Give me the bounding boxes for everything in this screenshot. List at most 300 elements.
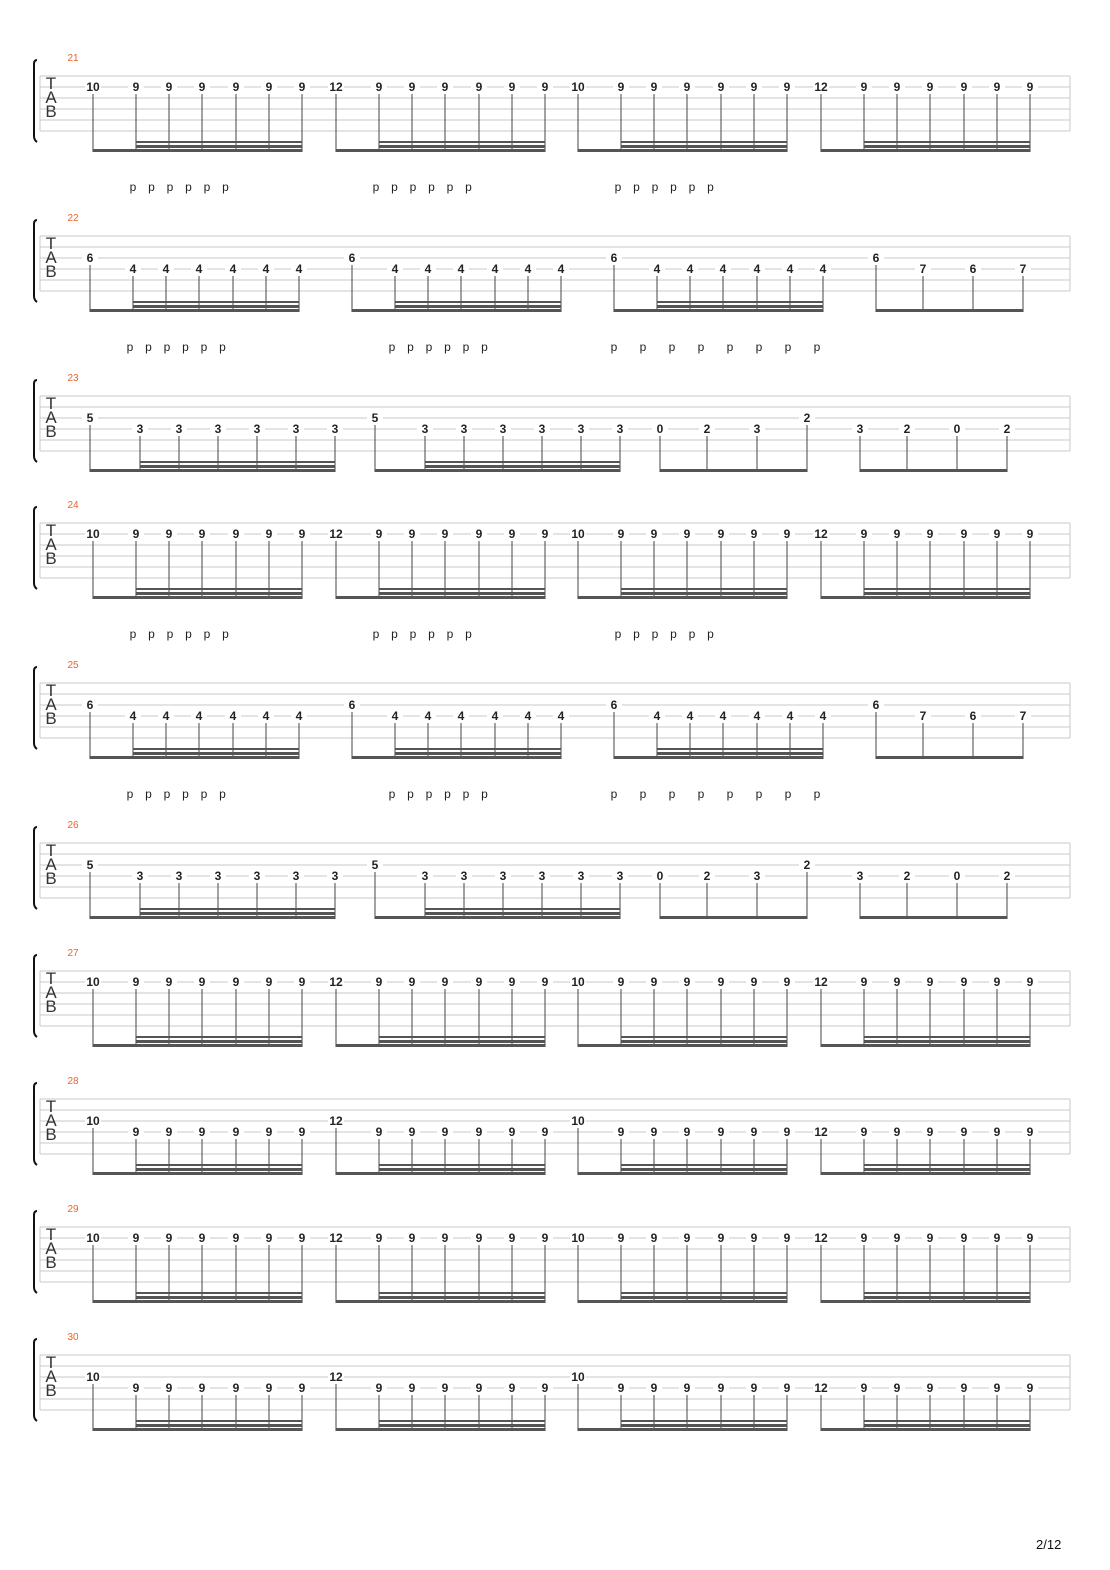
pick-marking: p bbox=[610, 340, 618, 354]
fret-number: 9 bbox=[860, 975, 868, 989]
fret-number: 0 bbox=[953, 869, 961, 883]
fret-number: 9 bbox=[408, 1231, 416, 1245]
pick-marking: p bbox=[166, 627, 174, 641]
system-bracket bbox=[34, 955, 37, 1037]
fret-number: 6 bbox=[610, 251, 618, 265]
fret-number: 9 bbox=[783, 1231, 791, 1245]
fret-number: 9 bbox=[298, 1125, 306, 1139]
pick-marking: p bbox=[697, 340, 705, 354]
beam-primary bbox=[93, 1044, 302, 1047]
fret-number: 9 bbox=[298, 1381, 306, 1395]
fret-number: 9 bbox=[750, 80, 758, 94]
fret-number: 9 bbox=[265, 1231, 273, 1245]
fret-number: 4 bbox=[557, 709, 565, 723]
tab-clef-letter: B bbox=[45, 102, 57, 121]
tab-clef-letter: T bbox=[45, 1097, 57, 1116]
fret-number: 9 bbox=[926, 1381, 934, 1395]
fret-number: 9 bbox=[408, 1125, 416, 1139]
beam-secondary bbox=[864, 1296, 1030, 1299]
pick-marking: p bbox=[444, 340, 451, 354]
fret-number: 2 bbox=[903, 422, 911, 436]
fret-number: 9 bbox=[893, 527, 901, 541]
fret-number: 3 bbox=[753, 869, 761, 883]
tab-clef-letter: T bbox=[45, 1353, 57, 1372]
fret-number: 12 bbox=[814, 1231, 828, 1245]
fret-number: 10 bbox=[571, 1114, 585, 1128]
fret-number: 9 bbox=[1026, 1381, 1034, 1395]
beam-secondary bbox=[864, 145, 1030, 148]
fret-number: 12 bbox=[329, 1231, 343, 1245]
fret-number: 6 bbox=[969, 262, 977, 276]
beam-primary bbox=[93, 1428, 302, 1431]
fret-number: 9 bbox=[375, 527, 383, 541]
fret-number: 3 bbox=[460, 869, 468, 883]
fret-number: 3 bbox=[292, 422, 300, 436]
fret-number: 9 bbox=[750, 527, 758, 541]
fret-number: 9 bbox=[860, 1125, 868, 1139]
fret-number: 9 bbox=[717, 975, 725, 989]
pick-marking: p bbox=[755, 340, 763, 354]
system-bracket bbox=[34, 60, 37, 142]
fret-number: 9 bbox=[408, 975, 416, 989]
fret-number: 9 bbox=[750, 1231, 758, 1245]
fret-number: 7 bbox=[1019, 262, 1027, 276]
beam-primary bbox=[90, 309, 299, 312]
beam-secondary bbox=[136, 1296, 302, 1299]
fret-number: 4 bbox=[162, 709, 170, 723]
fret-number: 5 bbox=[86, 858, 94, 872]
fret-number: 10 bbox=[571, 1370, 585, 1384]
beam-primary bbox=[336, 1428, 545, 1431]
beam-primary bbox=[93, 596, 302, 599]
fret-number: 9 bbox=[508, 1381, 516, 1395]
fret-number: 9 bbox=[198, 975, 206, 989]
fret-number: 9 bbox=[298, 527, 306, 541]
beam-tertiary bbox=[136, 1420, 302, 1422]
fret-number: 10 bbox=[86, 1231, 100, 1245]
pick-marking: p bbox=[707, 627, 714, 641]
pick-marking: p bbox=[388, 787, 396, 801]
fret-number: 9 bbox=[893, 80, 901, 94]
fret-number: 3 bbox=[499, 422, 507, 436]
fret-number: 4 bbox=[424, 262, 432, 276]
beam-secondary bbox=[379, 1168, 545, 1171]
fret-number: 9 bbox=[993, 80, 1001, 94]
tab-clef-letter: B bbox=[45, 1253, 57, 1272]
fret-number: 9 bbox=[717, 1125, 725, 1139]
pick-marking: p bbox=[145, 340, 152, 354]
system-bracket bbox=[34, 220, 37, 302]
fret-number: 2 bbox=[1003, 869, 1011, 883]
beam-secondary bbox=[864, 592, 1030, 595]
beam-primary bbox=[578, 1300, 787, 1303]
beam-primary bbox=[93, 149, 302, 152]
pick-marking: p bbox=[668, 340, 676, 354]
beam-secondary bbox=[864, 1424, 1030, 1427]
beam-tertiary bbox=[140, 461, 335, 463]
fret-number: 9 bbox=[617, 1381, 625, 1395]
tab-clef-letter: T bbox=[45, 234, 57, 253]
fret-number: 12 bbox=[329, 527, 343, 541]
fret-number: 0 bbox=[656, 422, 664, 436]
tab-clef-letter: A bbox=[45, 408, 57, 427]
fret-number: 9 bbox=[960, 1125, 968, 1139]
beam-primary bbox=[821, 596, 1030, 599]
fret-number: 9 bbox=[265, 80, 273, 94]
fret-number: 6 bbox=[86, 698, 94, 712]
beam-secondary bbox=[621, 592, 787, 595]
fret-number: 9 bbox=[960, 975, 968, 989]
fret-number: 5 bbox=[371, 411, 379, 425]
fret-number: 9 bbox=[1026, 527, 1034, 541]
beam-tertiary bbox=[133, 748, 299, 750]
pick-marking: p bbox=[185, 180, 192, 194]
fret-number: 5 bbox=[86, 411, 94, 425]
fret-number: 9 bbox=[408, 527, 416, 541]
fret-number: 4 bbox=[229, 262, 237, 276]
pick-marking: p bbox=[182, 787, 189, 801]
fret-number: 10 bbox=[86, 80, 100, 94]
fret-number: 4 bbox=[719, 262, 727, 276]
beam-primary bbox=[336, 1044, 545, 1047]
pick-marking: p bbox=[407, 340, 414, 354]
fret-number: 9 bbox=[683, 80, 691, 94]
beam-primary bbox=[614, 756, 823, 759]
fret-number: 9 bbox=[541, 1231, 549, 1245]
fret-number: 2 bbox=[703, 422, 711, 436]
fret-number: 9 bbox=[926, 1125, 934, 1139]
beam-secondary bbox=[621, 1424, 787, 1427]
fret-number: 4 bbox=[686, 709, 694, 723]
fret-number: 2 bbox=[903, 869, 911, 883]
beam-primary bbox=[660, 469, 807, 472]
fret-number: 3 bbox=[577, 869, 585, 883]
tab-clef-letter: B bbox=[45, 709, 57, 728]
pick-marking: p bbox=[372, 180, 380, 194]
pick-marking: p bbox=[784, 340, 792, 354]
pick-marking: p bbox=[148, 627, 155, 641]
beam-tertiary bbox=[425, 461, 620, 463]
beam-secondary bbox=[140, 465, 335, 468]
fret-number: 9 bbox=[165, 1381, 173, 1395]
beam-primary bbox=[876, 756, 1023, 759]
fret-number: 9 bbox=[860, 527, 868, 541]
beam-secondary bbox=[425, 465, 620, 468]
beam-secondary bbox=[136, 1040, 302, 1043]
fret-number: 9 bbox=[198, 1125, 206, 1139]
fret-number: 9 bbox=[541, 1125, 549, 1139]
pick-marking: p bbox=[726, 340, 734, 354]
fret-number: 10 bbox=[571, 1231, 585, 1245]
beam-tertiary bbox=[621, 141, 787, 143]
pick-marking: p bbox=[633, 627, 640, 641]
fret-number: 9 bbox=[926, 80, 934, 94]
fret-number: 9 bbox=[717, 1381, 725, 1395]
beam-tertiary bbox=[136, 1292, 302, 1294]
beam-tertiary bbox=[621, 1292, 787, 1294]
fret-number: 9 bbox=[650, 80, 658, 94]
fret-number: 3 bbox=[175, 869, 183, 883]
pick-marking: p bbox=[670, 627, 677, 641]
fret-number: 9 bbox=[717, 527, 725, 541]
fret-number: 2 bbox=[803, 411, 811, 425]
beam-tertiary bbox=[379, 1420, 545, 1422]
fret-number: 3 bbox=[856, 422, 864, 436]
fret-number: 9 bbox=[408, 80, 416, 94]
beam-secondary bbox=[379, 592, 545, 595]
pick-marking: p bbox=[126, 787, 134, 801]
pick-marking: p bbox=[446, 627, 454, 641]
fret-number: 9 bbox=[132, 1381, 140, 1395]
fret-number: 9 bbox=[993, 527, 1001, 541]
fret-number: 9 bbox=[232, 1381, 240, 1395]
fret-number: 9 bbox=[508, 1125, 516, 1139]
fret-number: 3 bbox=[331, 869, 339, 883]
beam-primary bbox=[821, 149, 1030, 152]
beam-tertiary bbox=[864, 141, 1030, 143]
fret-number: 3 bbox=[292, 869, 300, 883]
beam-tertiary bbox=[379, 141, 545, 143]
fret-number: 3 bbox=[214, 869, 222, 883]
fret-number: 12 bbox=[814, 527, 828, 541]
pick-marking: p bbox=[219, 787, 226, 801]
pick-marking: p bbox=[688, 627, 696, 641]
beam-tertiary bbox=[136, 1164, 302, 1166]
beam-tertiary bbox=[657, 748, 823, 750]
fret-number: 9 bbox=[375, 1381, 383, 1395]
fret-number: 0 bbox=[656, 869, 664, 883]
fret-number: 3 bbox=[214, 422, 222, 436]
fret-number: 5 bbox=[371, 858, 379, 872]
pick-marking: p bbox=[465, 627, 472, 641]
system-bracket bbox=[34, 380, 37, 462]
pick-marking: p bbox=[784, 787, 792, 801]
fret-number: 9 bbox=[375, 975, 383, 989]
fret-number: 9 bbox=[926, 975, 934, 989]
fret-number: 9 bbox=[650, 1381, 658, 1395]
pick-marking: p bbox=[200, 787, 208, 801]
fret-number: 9 bbox=[783, 1381, 791, 1395]
fret-number: 12 bbox=[329, 975, 343, 989]
fret-number: 6 bbox=[872, 251, 880, 265]
fret-number: 9 bbox=[783, 527, 791, 541]
pick-marking: p bbox=[428, 627, 435, 641]
beam-secondary bbox=[136, 592, 302, 595]
pick-marking: p bbox=[163, 340, 171, 354]
fret-number: 4 bbox=[491, 709, 499, 723]
fret-number: 4 bbox=[391, 262, 399, 276]
beam-primary bbox=[336, 1300, 545, 1303]
beam-primary bbox=[860, 469, 1007, 472]
beam-secondary bbox=[621, 145, 787, 148]
tab-clef-letter: A bbox=[45, 983, 57, 1002]
measure-number: 22 bbox=[67, 213, 79, 224]
fret-number: 9 bbox=[650, 1125, 658, 1139]
beam-secondary bbox=[136, 1168, 302, 1171]
pick-marking: p bbox=[697, 787, 705, 801]
fret-number: 9 bbox=[993, 1381, 1001, 1395]
beam-tertiary bbox=[864, 1164, 1030, 1166]
fret-number: 6 bbox=[348, 251, 356, 265]
fret-number: 9 bbox=[541, 975, 549, 989]
beam-primary bbox=[578, 1428, 787, 1431]
pick-marking: p bbox=[428, 180, 435, 194]
tab-clef-letter: T bbox=[45, 681, 57, 700]
pick-marking: p bbox=[409, 627, 417, 641]
pick-marking: p bbox=[481, 787, 488, 801]
beam-tertiary bbox=[379, 1164, 545, 1166]
beam-secondary bbox=[379, 1296, 545, 1299]
fret-number: 4 bbox=[391, 709, 399, 723]
fret-number: 9 bbox=[475, 975, 483, 989]
fret-number: 9 bbox=[441, 1381, 449, 1395]
beam-tertiary bbox=[379, 1036, 545, 1038]
fret-number: 3 bbox=[616, 869, 624, 883]
fret-number: 4 bbox=[457, 262, 465, 276]
fret-number: 3 bbox=[460, 422, 468, 436]
beam-tertiary bbox=[395, 301, 561, 303]
fret-number: 4 bbox=[557, 262, 565, 276]
fret-number: 9 bbox=[475, 1231, 483, 1245]
fret-number: 9 bbox=[1026, 80, 1034, 94]
fret-number: 6 bbox=[969, 709, 977, 723]
pick-marking: p bbox=[651, 627, 659, 641]
tab-clef-letter: A bbox=[45, 88, 57, 107]
pick-marking: p bbox=[372, 627, 380, 641]
fret-number: 9 bbox=[132, 527, 140, 541]
measure-number: 26 bbox=[67, 820, 79, 831]
pick-marking: p bbox=[222, 627, 229, 641]
fret-number: 9 bbox=[265, 527, 273, 541]
fret-number: 10 bbox=[86, 1370, 100, 1384]
fret-number: 7 bbox=[919, 262, 927, 276]
pick-marking: p bbox=[391, 627, 398, 641]
fret-number: 4 bbox=[295, 262, 303, 276]
fret-number: 9 bbox=[617, 527, 625, 541]
pick-marking: p bbox=[670, 180, 677, 194]
measure-number: 29 bbox=[67, 1204, 79, 1215]
beam-primary bbox=[375, 916, 620, 919]
fret-number: 9 bbox=[717, 1231, 725, 1245]
fret-number: 10 bbox=[571, 80, 585, 94]
tab-clef-letter: T bbox=[45, 1225, 57, 1244]
pick-marking: p bbox=[462, 340, 470, 354]
beam-secondary bbox=[133, 305, 299, 308]
fret-number: 9 bbox=[893, 1231, 901, 1245]
beam-primary bbox=[578, 149, 787, 152]
pick-marking: p bbox=[409, 180, 417, 194]
tab-clef-letter: A bbox=[45, 535, 57, 554]
measure-number: 21 bbox=[67, 53, 79, 64]
fret-number: 9 bbox=[298, 975, 306, 989]
fret-number: 9 bbox=[750, 975, 758, 989]
fret-number: 3 bbox=[175, 422, 183, 436]
fret-number: 4 bbox=[457, 709, 465, 723]
fret-number: 3 bbox=[331, 422, 339, 436]
fret-number: 9 bbox=[508, 1231, 516, 1245]
fret-number: 9 bbox=[960, 1381, 968, 1395]
pick-marking: p bbox=[462, 787, 470, 801]
pick-marking: p bbox=[203, 627, 211, 641]
fret-number: 4 bbox=[786, 262, 794, 276]
fret-number: 9 bbox=[475, 80, 483, 94]
tab-clef-letter: B bbox=[45, 1125, 57, 1144]
beam-tertiary bbox=[425, 908, 620, 910]
fret-number: 3 bbox=[136, 869, 144, 883]
fret-number: 9 bbox=[508, 975, 516, 989]
fret-number: 9 bbox=[683, 975, 691, 989]
pick-marking: p bbox=[481, 340, 488, 354]
fret-number: 3 bbox=[253, 869, 261, 883]
pick-marking: p bbox=[126, 340, 134, 354]
fret-number: 2 bbox=[703, 869, 711, 883]
measure-number: 25 bbox=[67, 660, 79, 671]
fret-number: 9 bbox=[165, 80, 173, 94]
pick-marking: p bbox=[614, 180, 622, 194]
fret-number: 12 bbox=[814, 1125, 828, 1139]
tab-clef-letter: T bbox=[45, 841, 57, 860]
fret-number: 6 bbox=[872, 698, 880, 712]
fret-number: 9 bbox=[783, 1125, 791, 1139]
fret-number: 3 bbox=[616, 422, 624, 436]
fret-number: 7 bbox=[919, 709, 927, 723]
beam-secondary bbox=[864, 1168, 1030, 1171]
fret-number: 0 bbox=[953, 422, 961, 436]
fret-number: 3 bbox=[253, 422, 261, 436]
fret-number: 9 bbox=[860, 1231, 868, 1245]
fret-number: 9 bbox=[198, 1381, 206, 1395]
beam-tertiary bbox=[136, 588, 302, 590]
system-bracket bbox=[34, 1339, 37, 1421]
pick-marking: p bbox=[148, 180, 155, 194]
beam-tertiary bbox=[864, 588, 1030, 590]
tab-clef-letter: T bbox=[45, 74, 57, 93]
fret-number: 4 bbox=[129, 709, 137, 723]
beam-tertiary bbox=[621, 1164, 787, 1166]
fret-number: 4 bbox=[524, 709, 532, 723]
fret-number: 9 bbox=[960, 1231, 968, 1245]
measure-number: 30 bbox=[67, 1332, 79, 1343]
tab-clef-letter: A bbox=[45, 1239, 57, 1258]
fret-number: 3 bbox=[136, 422, 144, 436]
tab-clef-letter: T bbox=[45, 969, 57, 988]
fret-number: 9 bbox=[441, 527, 449, 541]
beam-secondary bbox=[133, 752, 299, 755]
fret-number: 12 bbox=[329, 80, 343, 94]
fret-number: 9 bbox=[683, 1125, 691, 1139]
fret-number: 9 bbox=[232, 80, 240, 94]
fret-number: 9 bbox=[508, 527, 516, 541]
pick-marking: p bbox=[129, 627, 137, 641]
beam-secondary bbox=[395, 305, 561, 308]
pick-marking: p bbox=[610, 787, 618, 801]
beam-primary bbox=[876, 309, 1023, 312]
beam-primary bbox=[90, 756, 299, 759]
beam-primary bbox=[660, 916, 807, 919]
fret-number: 4 bbox=[786, 709, 794, 723]
tab-clef-letter: B bbox=[45, 422, 57, 441]
tab-clef-letter: A bbox=[45, 855, 57, 874]
tab-clef-letter: B bbox=[45, 262, 57, 281]
beam-tertiary bbox=[133, 301, 299, 303]
beam-secondary bbox=[425, 912, 620, 915]
pick-marking: p bbox=[633, 180, 640, 194]
fret-number: 2 bbox=[1003, 422, 1011, 436]
fret-number: 9 bbox=[617, 975, 625, 989]
pick-marking: p bbox=[639, 340, 647, 354]
fret-number: 4 bbox=[653, 262, 661, 276]
system-bracket bbox=[34, 1211, 37, 1293]
